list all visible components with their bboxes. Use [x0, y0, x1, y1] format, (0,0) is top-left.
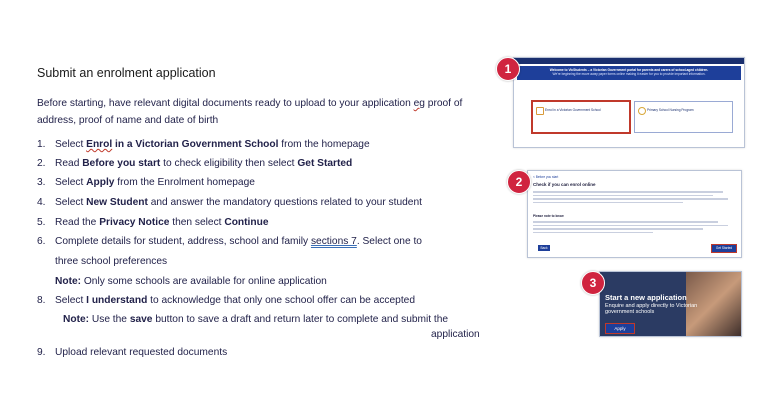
step-bold: Before you start: [82, 158, 161, 169]
step-bold: Apply: [86, 177, 115, 188]
step-text: Complete details for student, address, school and family: [55, 236, 311, 247]
step-text: Read the: [55, 217, 100, 228]
note-bold: save: [129, 314, 153, 325]
apply-button[interactable]: Apply: [605, 323, 635, 334]
step-number: 5.: [37, 217, 46, 228]
step-bold: Continue: [224, 217, 269, 228]
nursing-card-title: Primary School Nursing Program: [647, 108, 694, 112]
step-text: three school preferences: [55, 256, 168, 267]
step-text: then select: [169, 217, 225, 228]
step-bold: Get Started: [297, 158, 353, 169]
enrol-card[interactable]: [531, 100, 631, 134]
back-button[interactable]: Back: [538, 245, 550, 251]
welcome-banner: [517, 66, 741, 80]
intro-paragraph: [37, 95, 477, 129]
page-title: Submit an enrolment application: [37, 66, 216, 80]
step-text: to acknowledge that only one school offer can be accepted: [147, 295, 415, 306]
back-link[interactable]: < Before you start: [533, 175, 559, 179]
note-text: application: [431, 329, 480, 340]
step-8-note: [63, 314, 448, 325]
step-bold: Privacy Notice: [99, 217, 170, 228]
note-text: button to save a draft and return later to complete and submit the: [152, 314, 449, 325]
step-text: from the Enrolment homepage: [114, 177, 255, 188]
step-number: 6.: [37, 236, 46, 247]
intro-eg: eg: [413, 98, 425, 109]
step-bold: New Student: [86, 197, 148, 208]
note-text: Use the: [89, 314, 130, 325]
step-text: from the homepage: [278, 139, 370, 150]
nursing-card[interactable]: [634, 101, 733, 133]
note-bullets: [533, 221, 733, 235]
badge-1: 1: [496, 57, 520, 81]
step-text: Upload relevant requested documents: [55, 347, 228, 358]
intro-text-1: Before starting, have relevant digital documents ready to upload to your application: [37, 98, 414, 109]
step-text: Select: [55, 177, 87, 188]
top-nav-bar: [514, 58, 744, 64]
screenshot-homepage: [513, 57, 745, 148]
step-text: Read: [55, 158, 83, 169]
step-text: sections 7: [310, 236, 357, 247]
note-heading: Please note to know: [533, 214, 564, 218]
step-text: to check eligibility then select: [160, 158, 298, 169]
banner-subtext: Enquire and apply directly to Victorian government schools: [605, 303, 698, 315]
badge-3: 3: [581, 271, 605, 295]
eligibility-bullets: [533, 191, 733, 205]
banner-title: Welcome to VicStudents – a Victorian Government portal for parents and carers of school-aged children.: [549, 68, 709, 72]
enrol-card-title: Enrol in a Victorian Government School: [545, 108, 601, 112]
step-bold: Enrol: [86, 139, 113, 150]
banner-subtitle: We're beginning the move away paper forms online making it easier for you to provide important information.: [552, 72, 706, 76]
step-text: Select: [55, 197, 87, 208]
note-text: Only some schools are available for online application: [81, 276, 327, 287]
step-number: 4.: [37, 197, 46, 208]
school-icon: [536, 107, 544, 115]
step-text: Select: [55, 295, 87, 306]
banner-headline: Start a new application: [605, 293, 687, 302]
step-text: . Select one to: [356, 236, 422, 247]
get-started-button[interactable]: Get Started: [711, 244, 737, 253]
note-label: Note:: [55, 276, 82, 287]
screenshot-new-application: [599, 271, 742, 337]
note-label: Note:: [63, 314, 90, 325]
step-number: 9.: [37, 347, 46, 358]
step-bold: I understand: [86, 295, 148, 306]
step-text: and answer the mandatory questions related to your student: [147, 197, 422, 208]
step-bold: in a Victorian Government School: [112, 139, 279, 150]
step-text: Select: [55, 139, 87, 150]
step-8-note-end: [431, 329, 480, 340]
intro-text-2: proof of address, proof of name and date of birth: [37, 98, 463, 126]
screenshot-before-you-start: [527, 170, 742, 258]
step-number: 1.: [37, 139, 46, 150]
step-number: 8.: [37, 295, 46, 306]
badge-2: 2: [507, 170, 531, 194]
step-number: 2.: [37, 158, 46, 169]
step-number: 3.: [37, 177, 46, 188]
sun-icon: [638, 107, 646, 115]
check-heading: Check if you can enrol online: [533, 182, 596, 187]
